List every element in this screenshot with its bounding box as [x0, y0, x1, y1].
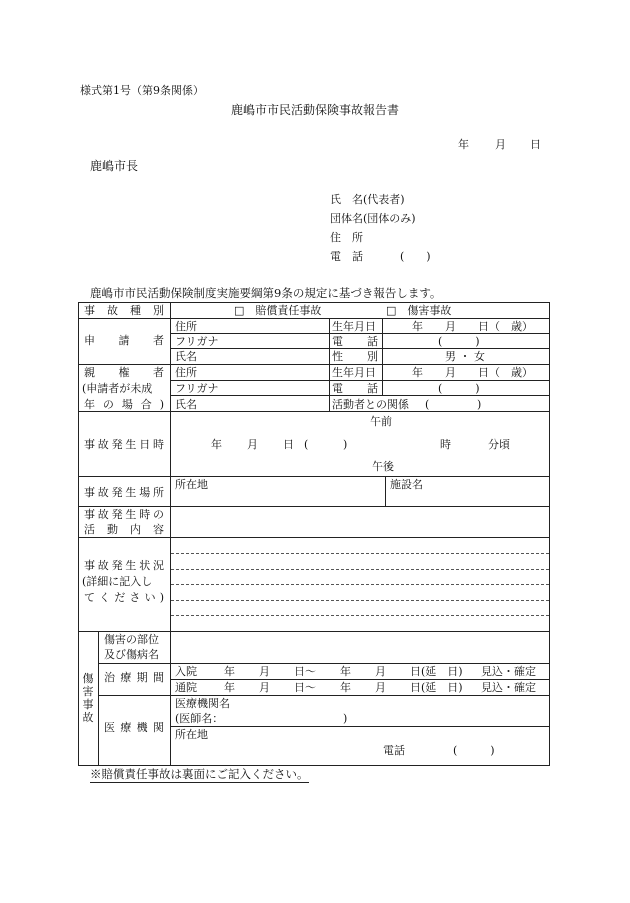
date-day: 日: [530, 138, 541, 151]
applicant-gender-label: 性 別: [332, 350, 378, 363]
outpatient-label: 通院: [175, 681, 197, 694]
applicant-address-label: 住 所: [330, 231, 363, 244]
guardian-relation-paren-right: ): [477, 398, 482, 411]
outpatient-to-day: 日(延 日): [410, 681, 463, 694]
occurrence-paren-right: ): [343, 438, 348, 451]
applicant-birth-value[interactable]: 年 月 日（ 歳）: [412, 320, 533, 333]
inpatient-label: 入院: [175, 665, 197, 678]
institution-address-label: 所在地: [175, 728, 208, 741]
injury-part-label-1: 傷害の部位: [104, 633, 159, 646]
outpatient-from-day: 日〜: [294, 681, 316, 694]
accident-type-liability-checkbox[interactable]: □ 賠償責任事故: [234, 304, 322, 317]
occurrence-month: 月: [247, 438, 258, 451]
inpatient-to-day: 日(延 日): [410, 665, 463, 678]
applicant-name-label: 氏名: [175, 350, 197, 363]
injury-part-label-2: 及び傷病名: [104, 648, 159, 661]
outpatient-from-year: 年: [224, 681, 235, 694]
applicant-address-label: 住所: [175, 320, 197, 333]
occurrence-year: 年: [211, 438, 222, 451]
addressee: 鹿嶋市長: [90, 159, 139, 173]
guardian-note-2: 年 の 場 合 ): [84, 398, 164, 411]
form-number: 様式第1号（第9条関係）: [80, 84, 204, 97]
applicant-group-label: 団体名(団体のみ): [330, 212, 416, 225]
applicant-phone-paren: ( ): [400, 250, 431, 263]
activity-label-1: 事 故 発 生 時 の: [84, 508, 164, 521]
place-facility-label: 施設名: [390, 478, 423, 491]
intro-text: 鹿嶋市市民活動保険制度実施要綱第9条の規定に基づき報告します。: [90, 286, 442, 300]
accident-type-label: 事 故 種 別: [84, 304, 164, 317]
treatment-period-label: 治 療 期 間: [104, 671, 164, 684]
outpatient-from-month: 月: [259, 681, 270, 694]
place-location-label: 所在地: [175, 478, 208, 491]
situation-label-1: 事 故 発 生 状 況: [84, 559, 164, 572]
footnote: ※賠償責任事故は裏面にご記入ください。: [90, 767, 309, 781]
applicant-phone-value[interactable]: ( ): [438, 335, 480, 348]
outpatient-to-month: 月: [375, 681, 386, 694]
applicant-gender-value[interactable]: 男 ・ 女: [445, 350, 485, 363]
date-year: 年: [458, 138, 469, 151]
institution-name-label: 医療機関名: [175, 697, 230, 710]
applicant-phone-label: 電 話: [330, 250, 363, 263]
date-month: 月: [495, 138, 506, 151]
applicant-birth-label: 生年月日: [332, 320, 376, 333]
applicant-name-label: 氏 名(代表者): [330, 193, 405, 206]
place-label: 事 故 発 生 場 所: [84, 486, 164, 499]
guardian-birth-value[interactable]: 年 月 日（ 歳）: [412, 366, 533, 379]
activity-label-2: 活 動 内 容: [84, 523, 164, 536]
guardian-note-1: (申請者が未成: [82, 382, 153, 395]
guardian-furigana-label: フリガナ: [175, 382, 219, 395]
guardian-birth-label: 生年月日: [332, 366, 376, 379]
applicant-furigana-label: フリガナ: [175, 335, 219, 348]
occurrence-date-label: 事 故 発 生 日 時: [84, 438, 164, 451]
guardian-address-label: 住所: [175, 366, 197, 379]
inpatient-status[interactable]: 見込・確定: [481, 665, 536, 678]
guardian-label: 親 権 者: [84, 366, 164, 379]
guardian-phone-value[interactable]: ( ): [438, 382, 480, 395]
outpatient-to-year: 年: [340, 681, 351, 694]
doctor-name-label: (医師名：: [175, 712, 224, 725]
applicant-label: 申 請 者: [84, 334, 164, 347]
guardian-name-label: 氏名: [175, 398, 197, 411]
occurrence-paren-left: (: [304, 438, 309, 451]
inpatient-from-day: 日〜: [294, 665, 316, 678]
occurrence-day: 日: [283, 438, 294, 451]
guardian-relation-paren-left: (: [425, 398, 430, 411]
applicant-phone-label: 電 話: [332, 335, 378, 348]
institution-label: 医 療 機 関: [104, 721, 164, 734]
am-label[interactable]: 午前: [370, 415, 392, 428]
occurrence-minute: 分頃: [488, 438, 510, 451]
situation-label-2: (詳細に記入し: [82, 575, 153, 588]
inpatient-from-year: 年: [224, 665, 235, 678]
institution-phone-paren: ( ): [453, 744, 495, 757]
outpatient-status[interactable]: 見込・確定: [481, 681, 536, 694]
guardian-relation-label: 活動者との関係: [332, 398, 409, 411]
occurrence-hour: 時: [440, 438, 451, 451]
institution-phone-label: 電話: [383, 744, 405, 757]
situation-label-3: て く だ さ い ): [84, 591, 164, 604]
inpatient-from-month: 月: [259, 665, 270, 678]
inpatient-to-month: 月: [375, 665, 386, 678]
guardian-phone-label: 電 話: [332, 382, 378, 395]
doctor-name-close: ): [343, 712, 348, 725]
injury-side-label: 傷害事故: [82, 672, 94, 724]
inpatient-to-year: 年: [340, 665, 351, 678]
pm-label[interactable]: 午後: [372, 460, 394, 473]
accident-type-injury-checkbox[interactable]: □ 傷害事故: [386, 304, 452, 317]
page-title: 鹿嶋市市民活動保険事故報告書: [231, 103, 400, 117]
